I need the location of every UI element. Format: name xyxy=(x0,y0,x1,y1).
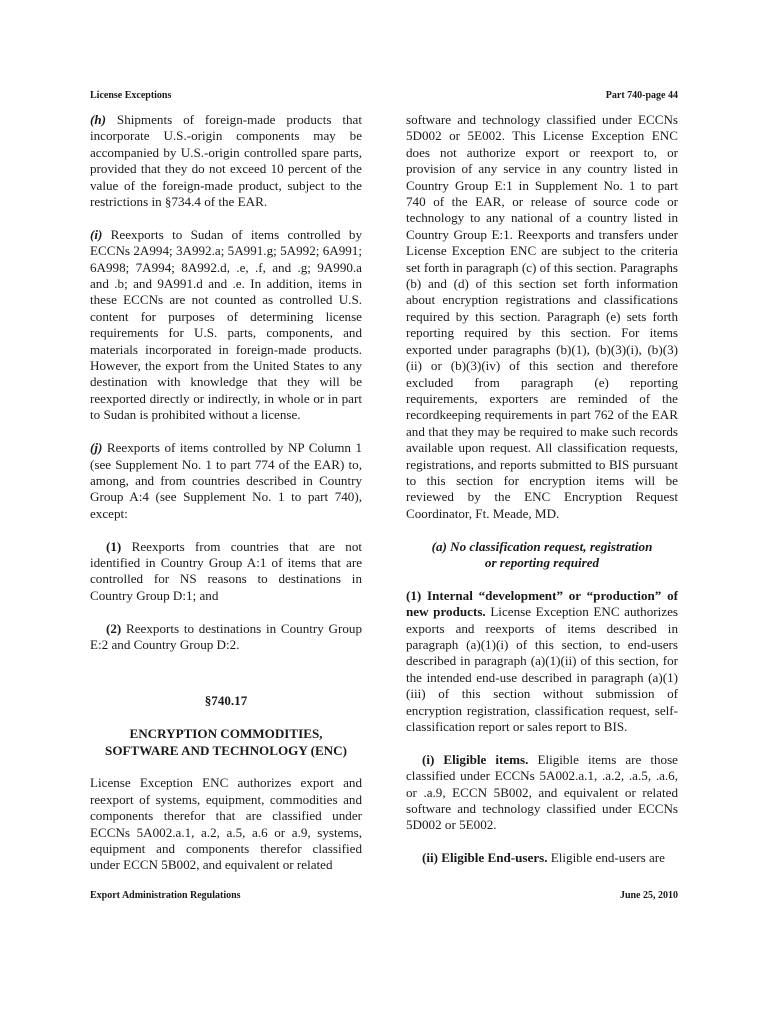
text-j1: Reexports from countries that are not identified in Country Group A:1 of items that are controlled for NS reasons to destinations in Country Group D:1; and xyxy=(90,538,362,603)
text-i: Reexports to Sudan of items controlled by ECCNs 2A994; 3A992.a; 5A991.g; 5A992; 6A991; 6A998; 7A994; 8A992.d, .e, .f, and .g; 9A990.a and .b; and 9A991.d and .e. In addition, items in these ECCNs are not counted as controlled U.S. content for purposes of determining license requirements for U.S. parts, components, and materials incorporated in foreign-made products. However, the export from the United States to any destination with knowledge that they will be reexported directly or indirectly, in whole or in part to Sudan is prohibited without a license. xyxy=(90,226,362,423)
section-intro: License Exception ENC authorizes export and reexport of systems, equipment, commodities and components therefor that are classified under ECCNs 5A002.a.1, a.2, a.5, a.6 or a.9, systems, equipment and components therefor classified under ECCN 5B002, and equivalent or related xyxy=(90,775,362,873)
paragraph-i xyxy=(90,227,362,424)
section-title-line1: ENCRYPTION COMMODITIES, xyxy=(129,726,323,742)
right-column xyxy=(406,112,678,883)
subsection-a-heading-line2: or reporting required xyxy=(484,554,600,570)
footer-left: Export Administration Regulations xyxy=(90,890,241,901)
paragraph-h xyxy=(90,112,362,210)
paragraph-j2 xyxy=(90,621,362,654)
label-j1: (1) xyxy=(106,538,122,554)
header-left: License Exceptions xyxy=(90,90,172,101)
label-j: (j) xyxy=(90,440,103,456)
label-a1: (1) Internal “development” or “production” of new products. xyxy=(406,587,678,620)
label-i: (i) xyxy=(90,226,103,242)
paragraph-j xyxy=(90,440,362,522)
label-j2: (2) xyxy=(106,620,122,636)
paragraph-a1i xyxy=(406,752,678,834)
text-j: Reexports of items controlled by NP Column 1 (see Supplement No. 1 to part 774 of the EAR) to, among, and from countries described in Country Group A:4 (see Supplement No. 1 to part 740), except: xyxy=(90,440,362,521)
text-a1: License Exception ENC authorizes exports and reexports of items described in paragraph (a)(1)(i) of this section, to end-users described in paragraph (a)(1)(ii) of this section, for the intended end-use described in paragraph (a)(1)(iii) of this section without submission of encryption registration, classification request, self-classification report or sales report to BIS. xyxy=(406,604,678,734)
header-right: Part 740-page 44 xyxy=(605,90,678,101)
label-h: (h) xyxy=(90,112,107,127)
text-a1i: Eligible items are those classified under ECCNs 5A002.a.1, .a.2, .a.5, .a.6, or .a.9, ECCN 5B002, and equivalent or related software and technology classified under ECCNs 5D002 or 5E002. xyxy=(406,751,678,833)
text-j2: Reexports to destinations in Country Group E:2 and Country Group D:2. xyxy=(90,620,362,652)
label-a1i: (i) Eligible items. xyxy=(422,751,529,767)
subsection-a-heading-line1: (a) No classification request, registration xyxy=(431,538,653,554)
text-h: Shipments of foreign-made products that incorporate U.S.-origin components may be accompanied by U.S.-origin controlled spare parts, provided that they do not exceed 10 percent of the value of the foreign-made product, subject to the restrictions in §734.4 of the EAR. xyxy=(90,112,362,210)
subsection-a-heading xyxy=(406,539,678,572)
left-column xyxy=(90,112,362,890)
paragraph-a1 xyxy=(406,588,678,736)
paragraph-a1ii xyxy=(406,850,678,866)
intro-continued: software and technology classified under ECCNs 5D002 or 5E002. This License Exception ENC does not authorize export or reexport to, or provision of any service in any country listed in Country Group E:1 in Supplement No. 1 to part 740 of the EAR, or release of source code or technology to any national of a country listed in Country Group E:1. Reexports and transfers under License Exception ENC are subject to the criteria set forth in paragraph (c) of this section. Paragraphs (b) and (d) of this section set forth information about encryption registrations and classifications required by this section. Paragraph (e) sets forth reporting required by this section. For items exported under paragraphs (b)(1), (b)(3)(i), (b)(3)(ii) or (b)(3)(iv) of this section and therefore excluded from paragraph (e) reporting requirements, exporters are reminded of the recordkeeping requirements in part 762 of the EAR and that they may be required to make such records available upon request. All classification requests, registrations, and reports submitted to BIS pursuant to this section for encryption items will be reviewed by the ENC Encryption Request Coordinator, Ft. Meade, MD. xyxy=(406,112,678,521)
section-title xyxy=(90,726,362,759)
section-title-line2: SOFTWARE AND TECHNOLOGY (ENC) xyxy=(105,742,347,758)
footer-right: June 25, 2010 xyxy=(619,890,678,901)
section-number: §740.17 xyxy=(204,693,248,709)
text-a1ii: Eligible end-users are xyxy=(547,850,665,866)
paragraph-j1 xyxy=(90,539,362,605)
label-a1ii: (ii) Eligible End-users. xyxy=(422,850,548,866)
